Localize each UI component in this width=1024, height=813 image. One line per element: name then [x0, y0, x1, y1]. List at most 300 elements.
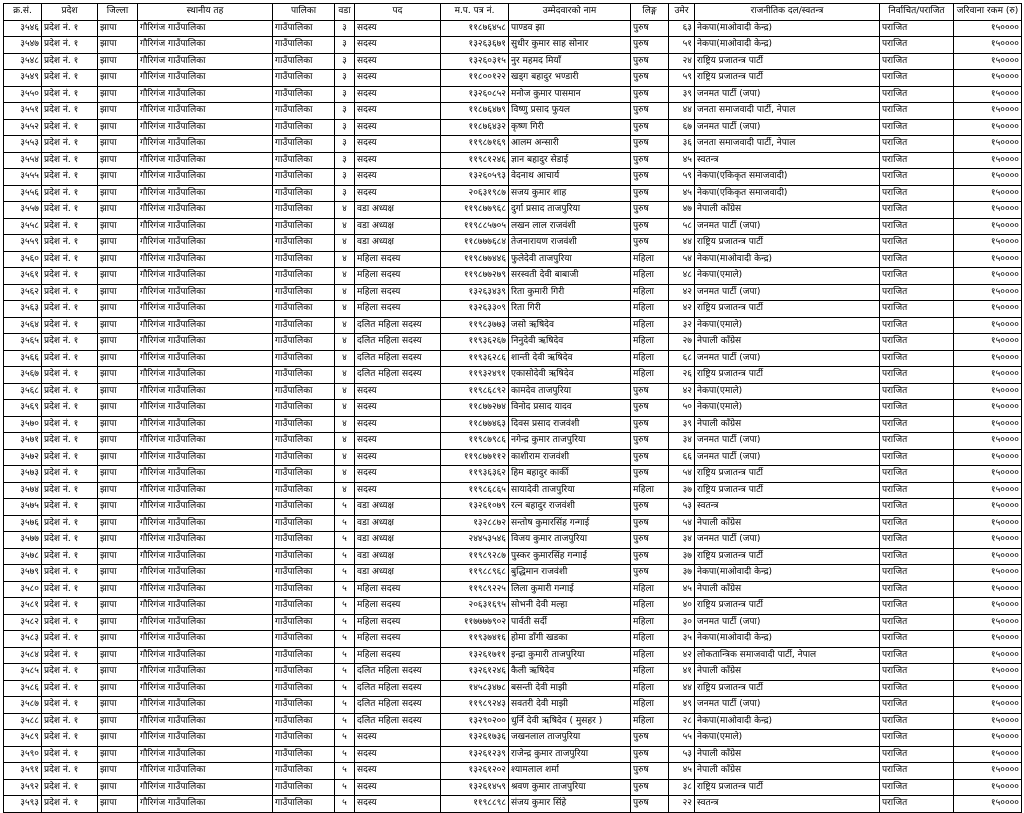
cell-district: झापा: [98, 565, 138, 582]
cell-palika: गाउँपालिका: [273, 763, 335, 780]
cell-candidate-name: वेदनाथ आचार्य: [509, 169, 631, 186]
cell-palika: गाउँपालिका: [273, 251, 335, 268]
cell-party: नेकपा(एमाले): [695, 400, 880, 417]
header-row: [4, 4, 1022, 21]
cell-party: नेकपा(माओवादी केन्द्र): [695, 20, 880, 37]
cell-ballot-no: ११९८७९८६: [441, 433, 509, 450]
cell-district: झापा: [98, 466, 138, 483]
cell-sn: ३५५७: [4, 202, 42, 219]
cell-party: राष्ट्रिय प्रजातन्त्र पार्टी: [695, 548, 880, 565]
cell-age: ६६: [669, 449, 695, 466]
cell-local-level: गौरिगंज गाउँपालिका: [138, 202, 273, 219]
cell-gender: पुरुष: [631, 70, 669, 87]
cell-sn: ३५५५: [4, 169, 42, 186]
cell-province: प्रदेश नं. १: [42, 713, 98, 730]
cell-sn: ३५८५: [4, 664, 42, 681]
table-row: [4, 433, 1022, 450]
table-row: [4, 598, 1022, 615]
cell-local-level: गौरिगंज गाउँपालिका: [138, 169, 273, 186]
cell-candidate-name: सोभनी देवी मल्हा: [509, 598, 631, 615]
cell-district: झापा: [98, 37, 138, 54]
cell-province: प्रदेश नं. १: [42, 697, 98, 714]
cell-district: झापा: [98, 103, 138, 120]
cell-district: झापा: [98, 53, 138, 70]
cell-palika: गाउँपालिका: [273, 449, 335, 466]
cell-ballot-no: १३२६०८५२: [441, 86, 509, 103]
cell-age: ३४: [669, 433, 695, 450]
cell-party: नेकपा(एमाले): [695, 730, 880, 747]
cell-local-level: गौरिगंज गाउँपालिका: [138, 317, 273, 334]
cell-result: पराजित: [880, 136, 954, 153]
cell-age: ५९: [669, 70, 695, 87]
cell-gender: महिला: [631, 598, 669, 615]
cell-age: ३२: [669, 317, 695, 334]
cell-province: प्रदेश नं. १: [42, 301, 98, 318]
table-row: [4, 466, 1022, 483]
cell-party: जनमत पार्टी (जपा): [695, 614, 880, 631]
cell-result: पराजित: [880, 350, 954, 367]
cell-age: ४४: [669, 103, 695, 120]
cell-palika: गाउँपालिका: [273, 218, 335, 235]
cell-age: ६३: [669, 20, 695, 37]
cell-district: झापा: [98, 86, 138, 103]
cell-local-level: गौरिगंज गाउँपालिका: [138, 449, 273, 466]
cell-age: ५१: [669, 37, 695, 54]
cell-district: झापा: [98, 730, 138, 747]
cell-gender: पुरुष: [631, 779, 669, 796]
cell-ballot-no: १३२६३६७१: [441, 37, 509, 54]
cell-ward: ३: [335, 53, 355, 70]
cell-local-level: गौरिगंज गाउँपालिका: [138, 565, 273, 582]
cell-palika: गाउँपालिका: [273, 70, 335, 87]
cell-post: महिला सदस्य: [355, 631, 441, 648]
cell-province: प्रदेश नं. १: [42, 103, 98, 120]
cell-candidate-name: नगेन्द्र कुमार ताजपुरिया: [509, 433, 631, 450]
cell-age: ४४: [669, 235, 695, 252]
cell-result: पराजित: [880, 598, 954, 615]
cell-province: प्रदेश नं. १: [42, 565, 98, 582]
table-row: [4, 119, 1022, 136]
cell-fine: १५००००: [954, 466, 1022, 483]
cell-province: प्रदेश नं. १: [42, 532, 98, 549]
cell-result: पराजित: [880, 565, 954, 582]
cell-fine: १५००००: [954, 301, 1022, 318]
cell-province: प्रदेश नं. १: [42, 86, 98, 103]
cell-district: झापा: [98, 334, 138, 351]
cell-result: पराजित: [880, 334, 954, 351]
cell-province: प्रदेश नं. १: [42, 515, 98, 532]
cell-post: वडा अध्यक्ष: [355, 202, 441, 219]
header-district: जिल्ला: [98, 4, 138, 21]
cell-candidate-name: हिम बहादुर कार्की: [509, 466, 631, 483]
cell-ballot-no: १३२९०२००: [441, 713, 509, 730]
table-row: [4, 136, 1022, 153]
cell-gender: पुरुष: [631, 532, 669, 549]
cell-palika: गाउँपालिका: [273, 37, 335, 54]
cell-post: सदस्य: [355, 37, 441, 54]
cell-ward: ५: [335, 647, 355, 664]
table-row: [4, 499, 1022, 516]
table-row: [4, 400, 1022, 417]
cell-district: झापा: [98, 713, 138, 730]
cell-post: सदस्य: [355, 416, 441, 433]
cell-local-level: गौरिगंज गाउँपालिका: [138, 70, 273, 87]
cell-post: सदस्य: [355, 70, 441, 87]
cell-palika: गाउँपालिका: [273, 680, 335, 697]
cell-ward: ५: [335, 680, 355, 697]
cell-local-level: गौरिगंज गाउँपालिका: [138, 53, 273, 70]
table-row: [4, 713, 1022, 730]
cell-palika: गाउँपालिका: [273, 86, 335, 103]
cell-candidate-name: काशीराम राजवंशी: [509, 449, 631, 466]
cell-gender: महिला: [631, 350, 669, 367]
cell-local-level: गौरिगंज गाउँपालिका: [138, 598, 273, 615]
cell-age: ३४: [669, 532, 695, 549]
cell-post: दलित महिला सदस्य: [355, 697, 441, 714]
cell-candidate-name: बसन्ती देवी माझी: [509, 680, 631, 697]
cell-local-level: गौरिगंज गाउँपालिका: [138, 152, 273, 169]
cell-result: पराजित: [880, 185, 954, 202]
cell-result: पराजित: [880, 268, 954, 285]
cell-post: सदस्य: [355, 20, 441, 37]
cell-district: झापा: [98, 350, 138, 367]
cell-province: प्रदेश नं. १: [42, 136, 98, 153]
cell-candidate-name: विष्णु प्रसाद फुयल: [509, 103, 631, 120]
cell-ballot-no: ११८७६४५८: [441, 20, 509, 37]
cell-gender: पुरुष: [631, 103, 669, 120]
table-row: [4, 416, 1022, 433]
cell-fine: १५००००: [954, 449, 1022, 466]
cell-ward: ४: [335, 251, 355, 268]
cell-result: पराजित: [880, 103, 954, 120]
cell-fine: १५००००: [954, 664, 1022, 681]
cell-province: प्रदेश नं. १: [42, 680, 98, 697]
cell-post: सदस्य: [355, 103, 441, 120]
cell-palika: गाउँपालिका: [273, 713, 335, 730]
cell-sn: ३५७६: [4, 515, 42, 532]
cell-party: जनमत पार्टी (जपा): [695, 532, 880, 549]
cell-local-level: गौरिगंज गाउँपालिका: [138, 730, 273, 747]
cell-post: सदस्य: [355, 433, 441, 450]
cell-ballot-no: १३२६१७११: [441, 647, 509, 664]
cell-result: पराजित: [880, 251, 954, 268]
cell-ballot-no: ११८७६४७९: [441, 103, 509, 120]
cell-province: प्रदेश नं. १: [42, 664, 98, 681]
cell-local-level: गौरिगंज गाउँपालिका: [138, 482, 273, 499]
cell-ballot-no: ११९८६८६५: [441, 482, 509, 499]
table-row: [4, 779, 1022, 796]
cell-ward: ३: [335, 86, 355, 103]
cell-district: झापा: [98, 119, 138, 136]
cell-palika: गाउँपालिका: [273, 185, 335, 202]
cell-district: झापा: [98, 20, 138, 37]
cell-sn: ३५८२: [4, 614, 42, 631]
table-row: [4, 202, 1022, 219]
cell-ballot-no: ११९८७१६९: [441, 136, 509, 153]
cell-sn: ३५९१: [4, 763, 42, 780]
cell-age: २७: [669, 334, 695, 351]
cell-palika: गाउँपालिका: [273, 565, 335, 582]
cell-palika: गाउँपालिका: [273, 482, 335, 499]
cell-ward: ५: [335, 713, 355, 730]
cell-province: प्रदेश नं. १: [42, 433, 98, 450]
cell-sn: ३५९३: [4, 796, 42, 813]
cell-post: दलित महिला सदस्य: [355, 317, 441, 334]
cell-candidate-name: रिता गिरी: [509, 301, 631, 318]
table-row: [4, 383, 1022, 400]
cell-fine: १५००००: [954, 548, 1022, 565]
cell-candidate-name: लिला कुमारी गन्गाई: [509, 581, 631, 598]
cell-palika: गाउँपालिका: [273, 268, 335, 285]
cell-gender: पुरुष: [631, 499, 669, 516]
cell-sn: ३५६२: [4, 284, 42, 301]
table-row: [4, 697, 1022, 714]
table-row: [4, 251, 1022, 268]
cell-age: २४: [669, 53, 695, 70]
cell-palika: गाउँपालिका: [273, 515, 335, 532]
cell-fine: १५००००: [954, 235, 1022, 252]
cell-gender: महिला: [631, 301, 669, 318]
cell-sn: ३५५९: [4, 235, 42, 252]
cell-district: झापा: [98, 152, 138, 169]
cell-sn: ३५५०: [4, 86, 42, 103]
cell-palika: गाउँपालिका: [273, 730, 335, 747]
cell-fine: १५००००: [954, 779, 1022, 796]
cell-gender: महिला: [631, 614, 669, 631]
cell-gender: पुरुष: [631, 136, 669, 153]
cell-post: महिला सदस्य: [355, 268, 441, 285]
cell-gender: पुरुष: [631, 466, 669, 483]
cell-ward: ५: [335, 532, 355, 549]
cell-result: पराजित: [880, 416, 954, 433]
cell-ballot-no: ११९८९२२५: [441, 581, 509, 598]
cell-province: प्रदेश नं. १: [42, 152, 98, 169]
cell-province: प्रदेश नं. १: [42, 383, 98, 400]
cell-local-level: गौरिगंज गाउँपालिका: [138, 499, 273, 516]
cell-candidate-name: होमा डाँगी खडका: [509, 631, 631, 648]
cell-ward: ३: [335, 185, 355, 202]
cell-result: पराजित: [880, 383, 954, 400]
cell-party: नेकपा(एकिकृत समाजवादी): [695, 169, 880, 186]
cell-fine: १५००००: [954, 268, 1022, 285]
cell-candidate-name: सन्तोष कुमारसिंह गन्गाई: [509, 515, 631, 532]
cell-party: नेपाली काँग्रेस: [695, 664, 880, 681]
cell-gender: महिला: [631, 631, 669, 648]
cell-district: झापा: [98, 746, 138, 763]
cell-palika: गाउँपालिका: [273, 400, 335, 417]
cell-palika: गाउँपालिका: [273, 796, 335, 813]
cell-candidate-name: दुर्गा प्रसाद ताजपुरिया: [509, 202, 631, 219]
cell-ward: ४: [335, 350, 355, 367]
cell-palika: गाउँपालिका: [273, 202, 335, 219]
cell-candidate-name: मनोज कुमार पासमान: [509, 86, 631, 103]
cell-party: नेकपा(माओवादी केन्द्र): [695, 631, 880, 648]
cell-local-level: गौरिगंज गाउँपालिका: [138, 433, 273, 450]
cell-ballot-no: ११७७७७९०२: [441, 614, 509, 631]
cell-post: सदस्य: [355, 482, 441, 499]
cell-gender: पुरुष: [631, 548, 669, 565]
cell-district: झापा: [98, 779, 138, 796]
cell-post: सदस्य: [355, 746, 441, 763]
table-row: [4, 664, 1022, 681]
cell-post: वडा अध्यक्ष: [355, 235, 441, 252]
cell-candidate-name: रिता कुमारी गिरी: [509, 284, 631, 301]
cell-gender: पुरुष: [631, 235, 669, 252]
cell-province: प्रदेश नं. १: [42, 218, 98, 235]
cell-sn: ३५८९: [4, 730, 42, 747]
cell-province: प्रदेश नं. १: [42, 367, 98, 384]
cell-ward: ५: [335, 565, 355, 582]
table-row: [4, 631, 1022, 648]
cell-post: महिला सदस्य: [355, 284, 441, 301]
cell-ballot-no: ११९८९२४३: [441, 697, 509, 714]
table-row: [4, 70, 1022, 87]
cell-fine: १५००००: [954, 796, 1022, 813]
cell-district: झापा: [98, 202, 138, 219]
cell-palika: गाउँपालिका: [273, 20, 335, 37]
cell-local-level: गौरिगंज गाउँपालिका: [138, 119, 273, 136]
cell-local-level: गौरिगंज गाउँपालिका: [138, 664, 273, 681]
cell-gender: महिला: [631, 367, 669, 384]
cell-post: दलित महिला सदस्य: [355, 334, 441, 351]
cell-result: पराजित: [880, 218, 954, 235]
header-result: निर्वाचित/पराजित: [880, 4, 954, 21]
cell-sn: ३५६९: [4, 400, 42, 417]
cell-candidate-name: संजय कुमार सिंहे: [509, 796, 631, 813]
cell-province: प्रदेश नं. १: [42, 350, 98, 367]
cell-province: प्रदेश नं. १: [42, 499, 98, 516]
cell-fine: १५००००: [954, 20, 1022, 37]
cell-sn: ३५७३: [4, 466, 42, 483]
cell-district: झापा: [98, 664, 138, 681]
cell-fine: १५००००: [954, 680, 1022, 697]
cell-ward: ५: [335, 664, 355, 681]
cell-result: पराजित: [880, 581, 954, 598]
cell-district: झापा: [98, 317, 138, 334]
cell-party: नेकपा(माओवादी केन्द्र): [695, 251, 880, 268]
header-fine: जरिवाना रकम (रु): [954, 4, 1022, 21]
cell-ballot-no: १३२६१२४६: [441, 664, 509, 681]
cell-ballot-no: १३२६१०७९: [441, 499, 509, 516]
cell-ward: ३: [335, 37, 355, 54]
cell-result: पराजित: [880, 317, 954, 334]
table-row: [4, 730, 1022, 747]
cell-fine: १५००००: [954, 218, 1022, 235]
table-row: [4, 614, 1022, 631]
cell-party: नेकपा(एमाले): [695, 317, 880, 334]
cell-result: पराजित: [880, 152, 954, 169]
cell-post: दलित महिला सदस्य: [355, 664, 441, 681]
cell-candidate-name: शान्ती देवी ऋषिदेव: [509, 350, 631, 367]
cell-district: झापा: [98, 598, 138, 615]
table-row: [4, 367, 1022, 384]
cell-age: ५४: [669, 466, 695, 483]
cell-palika: गाउँपालिका: [273, 433, 335, 450]
cell-post: सदस्य: [355, 86, 441, 103]
cell-ward: ४: [335, 466, 355, 483]
cell-district: झापा: [98, 185, 138, 202]
cell-candidate-name: नुर महमद मियाँ: [509, 53, 631, 70]
cell-ward: ३: [335, 169, 355, 186]
cell-result: पराजित: [880, 482, 954, 499]
cell-candidate-name: फुलेदेवी ताजपुरिया: [509, 251, 631, 268]
cell-post: सदस्य: [355, 730, 441, 747]
cell-sn: ३५८१: [4, 598, 42, 615]
header-sn: क्र.सं.: [4, 4, 42, 21]
cell-gender: पुरुष: [631, 449, 669, 466]
cell-ballot-no: ११८७७२७४: [441, 400, 509, 417]
cell-fine: १५००००: [954, 103, 1022, 120]
cell-candidate-name: सजय कुमार शाह: [509, 185, 631, 202]
cell-fine: १५००००: [954, 136, 1022, 153]
cell-ward: ४: [335, 383, 355, 400]
cell-ballot-no: ११९३६२६७: [441, 334, 509, 351]
cell-local-level: गौरिगंज गाउँपालिका: [138, 796, 273, 813]
cell-province: प्रदेश नं. १: [42, 185, 98, 202]
cell-fine: १५००००: [954, 251, 1022, 268]
cell-palika: गाउँपालिका: [273, 598, 335, 615]
cell-post: सदस्य: [355, 185, 441, 202]
cell-age: ३७: [669, 482, 695, 499]
cell-ballot-no: ११९८७७४४६: [441, 251, 509, 268]
cell-ward: ४: [335, 284, 355, 301]
cell-post: दलित महिला सदस्य: [355, 680, 441, 697]
cell-local-level: गौरिगंज गाउँपालिका: [138, 218, 273, 235]
cell-result: पराजित: [880, 763, 954, 780]
cell-ballot-no: ११९३६२८६: [441, 350, 509, 367]
cell-age: ४२: [669, 647, 695, 664]
candidates-table: [3, 3, 1022, 813]
cell-party: स्वतन्त्र: [695, 152, 880, 169]
cell-result: पराजित: [880, 697, 954, 714]
cell-province: प्रदेश नं. १: [42, 202, 98, 219]
cell-party: नेकपा(एमाले): [695, 268, 880, 285]
cell-fine: १५००००: [954, 350, 1022, 367]
cell-ballot-no: १३२६३३०९: [441, 301, 509, 318]
cell-fine: १५००००: [954, 400, 1022, 417]
cell-party: नेपाली काँग्रेस: [695, 202, 880, 219]
table-row: [4, 449, 1022, 466]
cell-palika: गाउँपालिका: [273, 103, 335, 120]
cell-gender: पुरुष: [631, 202, 669, 219]
cell-local-level: गौरिगंज गाउँपालिका: [138, 20, 273, 37]
cell-sn: ३५५४: [4, 152, 42, 169]
cell-candidate-name: जखनलाल ताजपुरिया: [509, 730, 631, 747]
cell-result: पराजित: [880, 713, 954, 730]
table-row: [4, 532, 1022, 549]
cell-local-level: गौरिगंज गाउँपालिका: [138, 647, 273, 664]
cell-post: सदस्य: [355, 119, 441, 136]
cell-province: प्रदेश नं. १: [42, 169, 98, 186]
cell-ward: ४: [335, 433, 355, 450]
cell-local-level: गौरिगंज गाउँपालिका: [138, 350, 273, 367]
cell-age: ३९: [669, 416, 695, 433]
cell-fine: १५००००: [954, 152, 1022, 169]
cell-local-level: गौरिगंज गाउँपालिका: [138, 86, 273, 103]
cell-province: प्रदेश नं. १: [42, 334, 98, 351]
cell-age: ४५: [669, 763, 695, 780]
cell-age: ३५: [669, 631, 695, 648]
cell-local-level: गौरिगंज गाउँपालिका: [138, 466, 273, 483]
cell-sn: ३५७७: [4, 532, 42, 549]
cell-district: झापा: [98, 268, 138, 285]
cell-palika: गाउँपालिका: [273, 152, 335, 169]
cell-district: झापा: [98, 433, 138, 450]
cell-local-level: गौरिगंज गाउँपालिका: [138, 185, 273, 202]
cell-gender: महिला: [631, 697, 669, 714]
cell-ward: ४: [335, 416, 355, 433]
cell-ward: ४: [335, 301, 355, 318]
